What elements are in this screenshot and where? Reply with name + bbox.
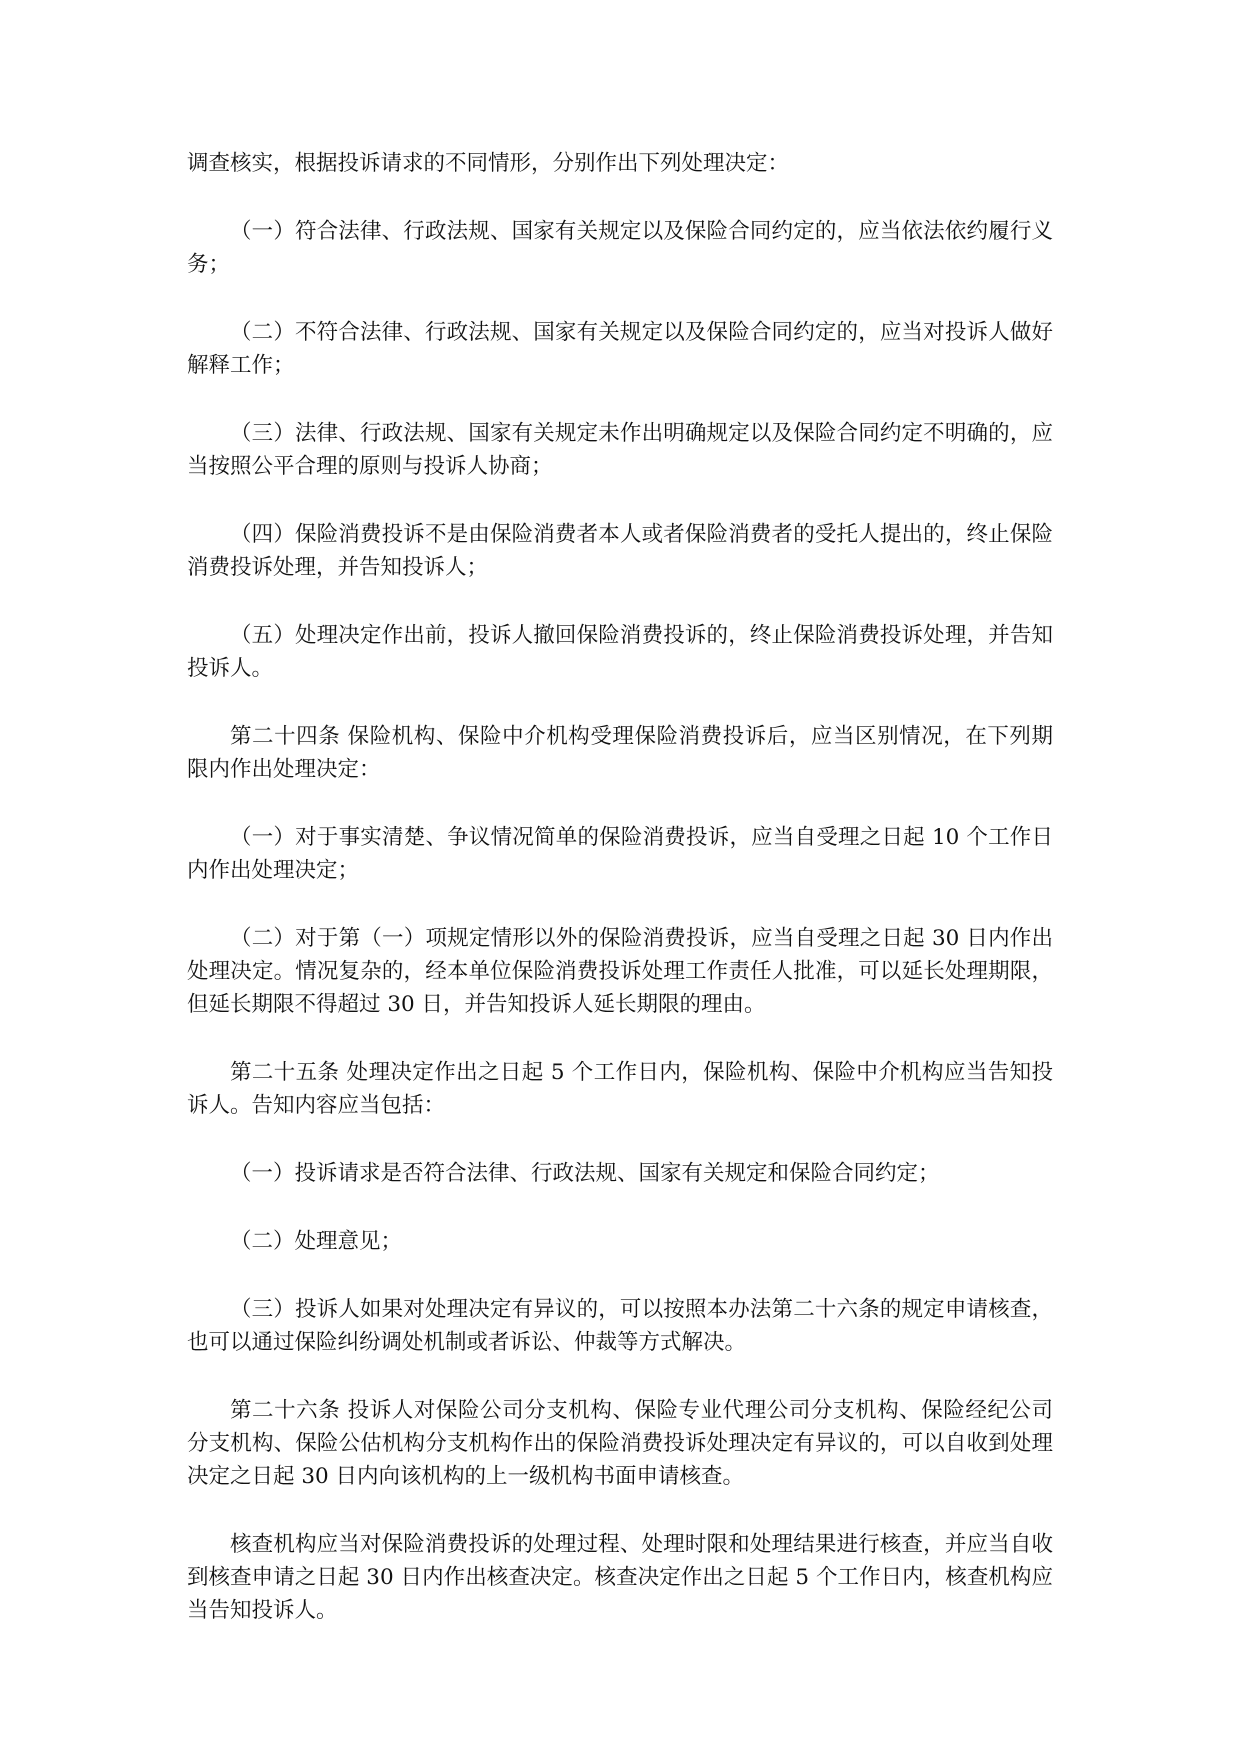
paragraph: （四）保险消费投诉不是由保险消费者本人或者保险消费者的受托人提出的，终止保险消费投诉处理，并告知投诉人； — [187, 522, 1053, 580]
article-24-paragraph: 第二十四条 保险机构、保险中介机构受理保险消费投诉后，应当区别情况，在下列期限内作出处理决定： — [187, 724, 1053, 782]
paragraph: （二）对于第（一）项规定情形以外的保险消费投诉，应当自受理之日起 30 日内作出处理决定。情况复杂的，经本单位保险消费投诉处理工作责任人批准，可以延长处理期限，但延长期限不得超过 30 日，并告知投诉人延长期限的理由。 — [187, 926, 1053, 1017]
paragraph: （一）投诉请求是否符合法律、行政法规、国家有关规定和保险合同约定； — [230, 1161, 940, 1186]
paragraph: （三）投诉人如果对处理决定有异议的，可以按照本办法第二十六条的规定申请核查，也可以通过保险纠纷调处机制或者诉讼、仲裁等方式解决。 — [187, 1297, 1053, 1355]
article-26-paragraph: 第二十六条 投诉人对保险公司分支机构、保险专业代理公司分支机构、保险经纪公司分支机构、保险公估机构分支机构作出的保险消费投诉处理决定有异议的，可以自收到处理决定之日起 30 日内向该机构的上一级机构书面申请核查。 — [187, 1398, 1053, 1489]
article-25-paragraph: 第二十五条 处理决定作出之日起 5 个工作日内，保险机构、保险中介机构应当告知投诉人。告知内容应当包括： — [187, 1060, 1053, 1118]
paragraph: 核查机构应当对保险消费投诉的处理过程、处理时限和处理结果进行核查，并应当自收到核查申请之日起 30 日内作出核查决定。核查决定作出之日起 5 个工作日内，核查机构应当告知投诉人。 — [187, 1532, 1053, 1623]
paragraph: （一）对于事实清楚、争议情况简单的保险消费投诉，应当自受理之日起 10 个工作日内作出处理决定； — [187, 825, 1053, 883]
paragraph: （三）法律、行政法规、国家有关规定未作出明确规定以及保险合同约定不明确的，应当按照公平合理的原则与投诉人协商； — [187, 421, 1053, 479]
paragraph: （二）不符合法律、行政法规、国家有关规定以及保险合同约定的，应当对投诉人做好解释工作； — [187, 320, 1053, 378]
paragraph: （五）处理决定作出前，投诉人撤回保险消费投诉的，终止保险消费投诉处理，并告知投诉人。 — [187, 623, 1053, 681]
paragraph: （一）符合法律、行政法规、国家有关规定以及保险合同约定的，应当依法依约履行义务； — [187, 219, 1053, 277]
document-body — [187, 147, 1053, 1662]
paragraph: 调查核实，根据投诉请求的不同情形，分别作出下列处理决定： — [187, 151, 790, 176]
paragraph: （二）处理意见； — [230, 1229, 403, 1254]
